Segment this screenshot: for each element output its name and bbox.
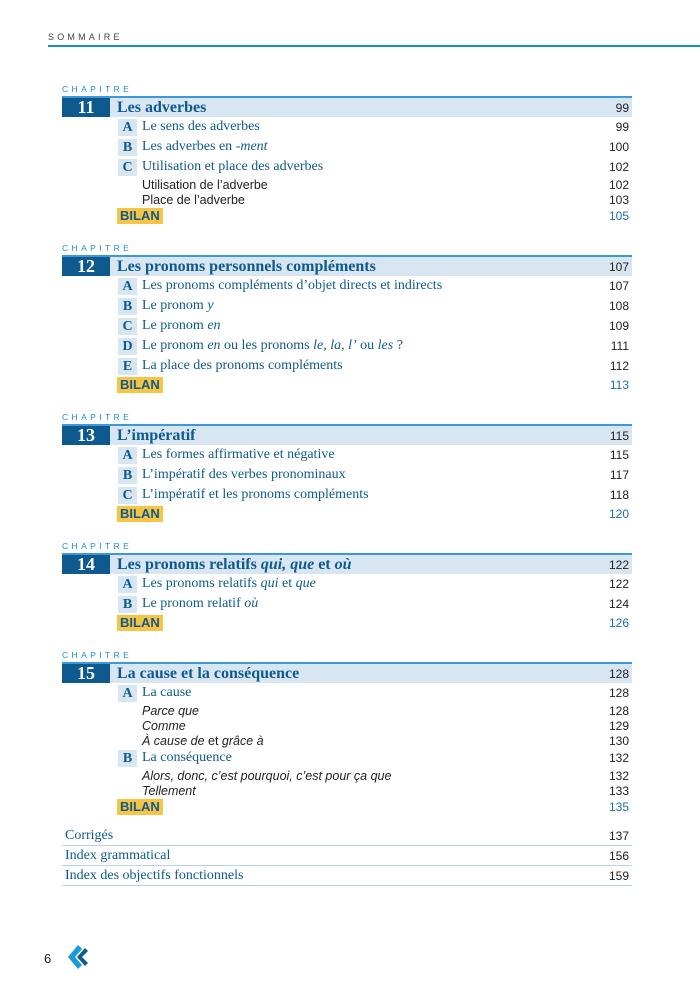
chapter-number: 14 <box>62 555 110 574</box>
chapter-label: CHAPITRE <box>62 650 133 660</box>
chapter-number: 11 <box>62 98 110 117</box>
bilan-item[interactable] <box>62 376 632 394</box>
text-segment: que <box>295 576 316 591</box>
subsection-item[interactable] <box>62 192 632 207</box>
end-item-corrig-s[interactable] <box>62 826 632 846</box>
subsection-item[interactable] <box>62 718 632 733</box>
text-segment: Le pronom <box>142 298 208 313</box>
page-number: 112 <box>609 359 629 373</box>
text-segment: Le pronom relatif <box>142 596 245 611</box>
text-segment: L’impératif des verbes pronominaux <box>142 467 346 482</box>
section-letter: C <box>118 487 137 504</box>
text-segment: et <box>204 733 222 748</box>
bilan-item[interactable] <box>62 505 632 523</box>
page-number: 6 <box>44 951 52 966</box>
page-number: 122 <box>608 577 629 591</box>
text-segment: les <box>377 338 394 353</box>
section-title <box>142 358 343 374</box>
page-number: 126 <box>608 616 629 630</box>
end-item-label: Corrigés <box>65 827 114 843</box>
running-header: SOMMAIRE <box>48 32 123 42</box>
section-item[interactable] <box>62 296 632 316</box>
section-item[interactable] <box>62 748 632 768</box>
chapter-15 <box>62 650 632 816</box>
section-title <box>142 447 335 463</box>
chapter-13 <box>62 412 632 523</box>
end-item-index-des-objectifs-fonctionnels[interactable] <box>62 866 632 886</box>
page-number: 129 <box>608 718 629 733</box>
page-number: 108 <box>608 299 629 313</box>
section-letter: A <box>118 278 137 295</box>
page-number: 103 <box>608 192 629 207</box>
chapter-header[interactable] <box>62 553 632 574</box>
page-number: 115 <box>609 428 629 443</box>
page-number: 118 <box>609 488 629 502</box>
section-letter: D <box>118 338 137 355</box>
text-segment: -ment <box>235 139 268 154</box>
page-number: 99 <box>615 120 629 134</box>
text-segment: Parce que <box>142 703 199 718</box>
end-item-label: Index des objectifs fonctionnels <box>65 867 244 883</box>
text-segment: y <box>207 298 214 313</box>
section-title <box>142 318 221 334</box>
text-segment: Utilisation de l’adverbe <box>142 177 268 192</box>
text-segment: ? <box>393 338 403 353</box>
chapter-12 <box>62 243 632 394</box>
text-segment: où <box>334 555 352 573</box>
page-number: 107 <box>608 279 629 293</box>
section-title <box>142 119 260 135</box>
header-rule <box>48 45 700 47</box>
section-item[interactable] <box>62 594 632 614</box>
text-segment: Alors, donc, c’est pourquoi, c’est pour ça que <box>142 768 392 783</box>
section-title <box>142 298 214 314</box>
subsection-item[interactable] <box>62 177 632 192</box>
section-item[interactable] <box>62 356 632 376</box>
text-segment: La place des pronoms compléments <box>142 358 343 373</box>
text-segment: Utilisation et place des adverbes <box>142 159 324 174</box>
page-number: 159 <box>608 868 629 883</box>
section-title <box>142 159 323 175</box>
bilan-badge: BILAN <box>117 799 163 815</box>
text-segment: Les adverbes en <box>142 139 236 154</box>
chapter-number: 15 <box>62 664 110 683</box>
page-number: 107 <box>608 259 629 274</box>
section-item[interactable] <box>62 316 632 336</box>
chapter-title <box>117 258 632 276</box>
text-segment: en <box>207 318 221 333</box>
chapter-number: 12 <box>62 257 110 276</box>
text-segment: Les adverbes <box>117 98 207 116</box>
chapter-header[interactable] <box>62 662 632 683</box>
section-title <box>142 750 232 766</box>
text-segment: ou <box>356 338 378 353</box>
section-letter: B <box>118 750 137 767</box>
text-segment: ou les pronoms <box>220 338 314 353</box>
text-segment: en <box>207 338 221 353</box>
section-letter: A <box>118 685 137 702</box>
text-segment: où <box>244 596 259 611</box>
subsection-item[interactable] <box>62 703 632 718</box>
chapter-title <box>117 556 632 574</box>
text-segment: Place de l’adverbe <box>142 192 245 207</box>
text-segment: le, la, l’ <box>313 338 357 353</box>
text-segment: Les pronoms compléments d’objet directs et indirects <box>142 278 443 293</box>
text-segment: qui <box>260 576 279 591</box>
chapter-title <box>117 665 632 683</box>
text-segment: Les pronoms relatifs <box>117 555 261 573</box>
chapter-title <box>117 99 632 117</box>
chapter-header[interactable] <box>62 424 632 445</box>
section-item[interactable] <box>62 336 632 356</box>
section-item[interactable] <box>62 683 632 703</box>
page-number: 128 <box>608 703 629 718</box>
text-segment: qui, que <box>260 555 315 573</box>
chapter-title <box>117 427 632 445</box>
section-item[interactable] <box>62 465 632 485</box>
page-number: 102 <box>608 160 629 174</box>
bilan-badge: BILAN <box>117 377 163 393</box>
page-number: 111 <box>610 339 629 353</box>
subsection-title <box>142 719 186 733</box>
page-number: 99 <box>615 100 629 115</box>
text-segment: Les formes affirmative et négative <box>142 447 335 462</box>
text-segment: et <box>314 555 335 573</box>
bilan-badge: BILAN <box>117 615 163 631</box>
section-letter: A <box>118 119 137 136</box>
subsection-item[interactable] <box>62 768 632 783</box>
text-segment: Les pronoms personnels compléments <box>117 257 376 275</box>
text-segment: La cause et la conséquence <box>117 664 300 682</box>
page-number: 156 <box>608 848 629 863</box>
subsection-title <box>142 178 268 192</box>
subsection-title <box>142 734 264 748</box>
section-title <box>142 487 369 503</box>
chapter-label: CHAPITRE <box>62 541 133 551</box>
page-number: 117 <box>609 468 629 482</box>
section-letter: B <box>118 139 137 156</box>
subsection-item[interactable] <box>62 783 632 798</box>
text-segment: L’impératif et les pronoms compléments <box>142 487 369 502</box>
section-title <box>142 278 442 294</box>
page-number: 115 <box>609 448 629 462</box>
double-chevron-left-icon <box>66 944 90 977</box>
text-segment: Les pronoms relatifs <box>142 576 261 591</box>
chapter-11 <box>62 84 632 225</box>
section-title <box>142 139 268 155</box>
section-title <box>142 338 403 354</box>
section-title <box>142 467 346 483</box>
text-segment: Le pronom <box>142 338 208 353</box>
page-number: 105 <box>608 209 629 223</box>
section-letter: B <box>118 467 137 484</box>
page-number: 113 <box>609 378 629 392</box>
subsection-item[interactable] <box>62 733 632 748</box>
end-item-index-grammatical[interactable] <box>62 846 632 866</box>
text-segment: L’impératif <box>117 426 196 444</box>
section-item[interactable] <box>62 574 632 594</box>
page-number: 100 <box>608 140 629 154</box>
text-segment: Le pronom <box>142 318 208 333</box>
text-segment: Tellement <box>142 783 196 798</box>
page-number: 132 <box>608 768 629 783</box>
section-letter: A <box>118 576 137 593</box>
text-segment: grâce à <box>221 733 264 748</box>
section-title <box>142 685 191 701</box>
page-number: 102 <box>608 177 629 192</box>
text-segment: Le sens des adverbes <box>142 119 260 134</box>
page-number: 128 <box>608 666 629 681</box>
bilan-item[interactable] <box>62 614 632 632</box>
section-item[interactable] <box>62 445 632 465</box>
text-segment: La conséquence <box>142 750 232 765</box>
page-number: 137 <box>608 828 629 843</box>
section-letter: C <box>118 318 137 335</box>
page-number: 133 <box>608 783 629 798</box>
chapter-label: CHAPITRE <box>62 84 133 94</box>
page-number: 109 <box>608 319 629 333</box>
bilan-badge: BILAN <box>117 506 163 522</box>
section-letter: A <box>118 447 137 464</box>
end-item-label: Index grammatical <box>65 847 171 863</box>
section-item[interactable] <box>62 276 632 296</box>
bilan-badge: BILAN <box>117 208 163 224</box>
page-number: 135 <box>608 800 629 814</box>
text-segment: Comme <box>142 718 186 733</box>
page-number: 120 <box>608 507 629 521</box>
text-segment: La cause <box>142 685 192 700</box>
section-letter: B <box>118 596 137 613</box>
page-number: 130 <box>608 733 629 748</box>
section-title <box>142 576 316 592</box>
chapter-14 <box>62 541 632 632</box>
section-item[interactable] <box>62 117 632 137</box>
page-number: 124 <box>608 597 629 611</box>
page-number: 132 <box>608 751 629 765</box>
section-letter: E <box>118 358 137 375</box>
text-segment: À cause de <box>142 733 205 748</box>
section-letter: B <box>118 298 137 315</box>
chapter-header[interactable] <box>62 96 632 117</box>
section-letter: C <box>118 159 137 176</box>
subsection-title <box>142 769 391 783</box>
chapter-number: 13 <box>62 426 110 445</box>
chapter-header[interactable] <box>62 255 632 276</box>
chapter-label: CHAPITRE <box>62 243 133 253</box>
section-item[interactable] <box>62 485 632 505</box>
page-number: 122 <box>608 557 629 572</box>
text-segment: et <box>278 576 296 591</box>
bilan-item[interactable] <box>62 207 632 225</box>
section-item[interactable] <box>62 157 632 177</box>
chapter-label: CHAPITRE <box>62 412 133 422</box>
bilan-item[interactable] <box>62 798 632 816</box>
subsection-title <box>142 193 245 207</box>
subsection-title <box>142 704 199 718</box>
subsection-title <box>142 784 196 798</box>
section-item[interactable] <box>62 137 632 157</box>
section-title <box>142 596 258 612</box>
page-number: 128 <box>608 686 629 700</box>
